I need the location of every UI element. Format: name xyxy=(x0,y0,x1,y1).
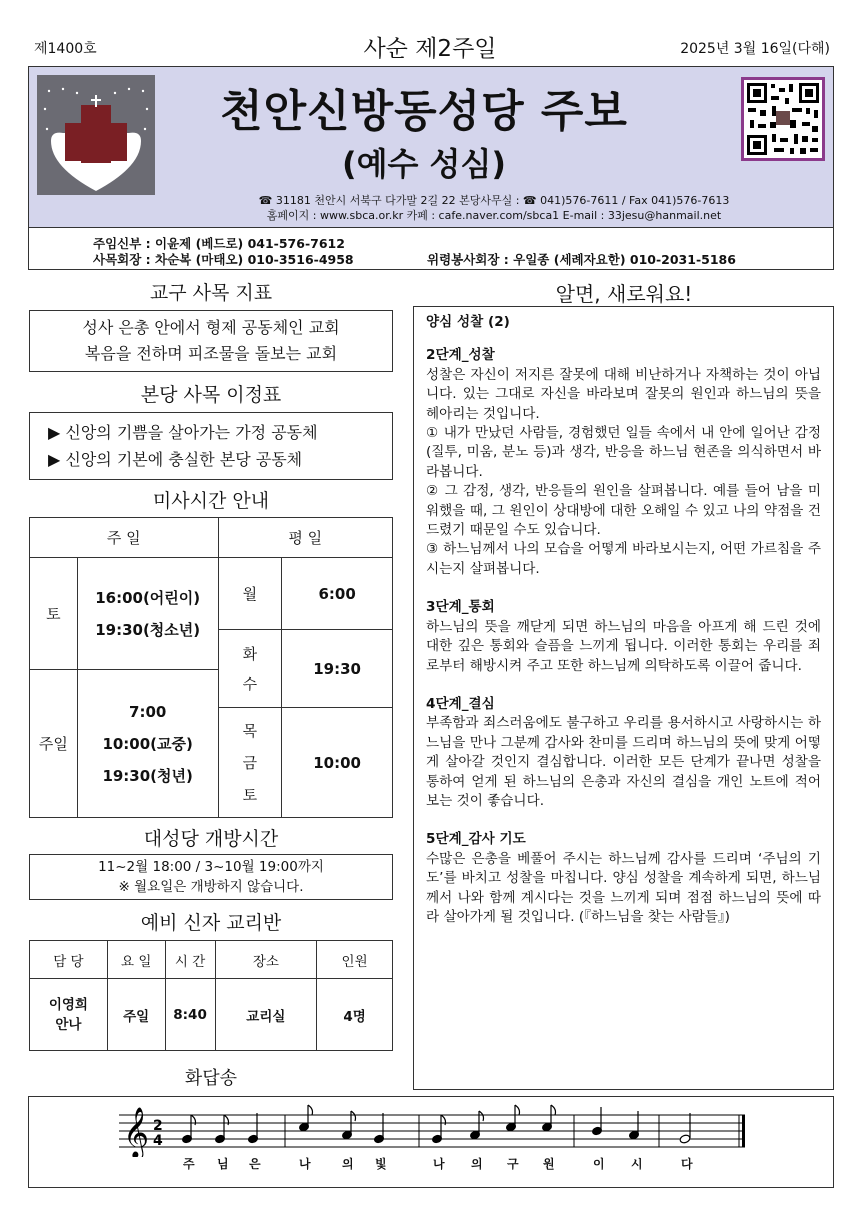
step-body: 수많은 은총을 베풀어 주시는 하느님께 감사를 드리며 ‘주님의 기도’를 바치고 성찰을 마칩니다. 양심 성찰을 계속하게 되면, 하느님께서 나와 함께 계시다는 것을 느끼게 되며 점점 하느님의 뜻에 따라 살아가게 될 것입니다. (『하느님을 찾는 사람들』) xyxy=(426,850,821,925)
council-contact: 사목회장 : 차순복 (마태오) 010-3516-4958 xyxy=(93,252,354,267)
address-block xyxy=(169,193,819,223)
catechist-baptismal-name: 안나 xyxy=(55,1016,82,1033)
day-label: 화 xyxy=(242,644,258,663)
step-body: 부족함과 죄스러움에도 불구하고 우리를 용서하시고 사랑하시는 하느님을 만나 그분께 감사와 찬미를 드리며 하느님의 뜻에 맞게 어떻게 살아갈 것인지 결심합니다. 이러한 모든 단계가 끝나면 성찰을 통하여 얻게 된 하느님의 은총과 자신의 결심을 개인 노트에 적어 보는 것이 좋습니다. xyxy=(426,715,821,809)
open-hours-title: 대성당 개방시간 xyxy=(143,828,279,850)
pastoral-line: ▶ 신앙의 기본에 충실한 본당 공동체 xyxy=(48,450,303,469)
catechist-cell xyxy=(30,979,108,1051)
saturday-label: 토 xyxy=(30,558,78,670)
lyric-syllable: 원 xyxy=(543,1157,555,1171)
goal-line: 성사 은총 안에서 형제 공동체인 교회 xyxy=(82,318,340,337)
lyric-syllable: 빛 xyxy=(375,1157,387,1171)
open-hours-box xyxy=(29,854,393,900)
mass-time: 19:30(청년) xyxy=(102,766,193,785)
goal-section-title: 교구 사목 지표 xyxy=(149,282,273,304)
lyric-syllable: 의 xyxy=(342,1157,354,1171)
issue-number: 제1400호 xyxy=(34,41,97,57)
monday-time: 6:00 xyxy=(282,558,393,630)
sunday-header: 주 일 xyxy=(30,518,219,558)
tue-wed-time: 19:30 xyxy=(282,630,393,708)
step-title: 3단계_통회 xyxy=(426,599,495,616)
lyric-syllable: 시 xyxy=(631,1157,643,1171)
lyric-syllable: 님 xyxy=(217,1157,229,1171)
music-score xyxy=(28,1096,834,1188)
saturday-times xyxy=(77,558,218,670)
step-body: ① 내가 만났던 사람들, 경험했던 일들 속에서 내 안에 일어난 감정(질투, 미움, 분노 등)과 생각, 반응을 하느님 현존을 의식하면서 바라봅니다. xyxy=(426,425,821,480)
col-header: 요 일 xyxy=(107,941,165,979)
right-section-title: 알면, 새로워요! xyxy=(555,282,693,306)
monday-label: 월 xyxy=(218,558,282,630)
thu-sat-label xyxy=(218,708,282,818)
mass-time: 19:30(청소년) xyxy=(95,620,201,639)
col-header: 담 당 xyxy=(30,941,108,979)
weekday-header: 평 일 xyxy=(218,518,393,558)
thu-sat-time: 10:00 xyxy=(282,708,393,818)
header-banner xyxy=(28,66,834,228)
time-signature-top: 2 xyxy=(153,1118,163,1134)
time-signature-bottom: 4 xyxy=(153,1133,163,1149)
class-day: 주일 xyxy=(107,979,165,1051)
step-body: 성찰은 자신이 저지른 잘못에 대해 비난하거나 자책하는 것이 아닙니다. 있는 그대로 자신을 바라보며 잘못의 원인과 하느님의 뜻을 헤아리는 것입니다. xyxy=(426,366,821,422)
bulletin-date: 2025년 3월 16일(다해) xyxy=(680,41,830,57)
lyric-syllable: 나 xyxy=(433,1157,445,1171)
liturgical-season: 사순 제2주일 xyxy=(363,36,497,62)
lyric-syllable: 구 xyxy=(507,1157,519,1171)
step-title: 5단계_감사 기도 xyxy=(426,831,526,848)
bulletin-title: 천안신방동성당 주보 xyxy=(220,86,628,137)
qr-code xyxy=(741,77,825,161)
catechism-title: 예비 신자 교리반 xyxy=(140,912,282,934)
committee-contact: 위령봉사회장 : 우일종 (세례자요한) 010-2031-5186 xyxy=(427,252,736,267)
goal-box xyxy=(29,310,393,372)
pastoral-box xyxy=(29,412,393,480)
class-place: 교리실 xyxy=(215,979,317,1051)
step-body: ③ 하느님께서 나의 모습을 어떻게 바라보시는지, 어떤 가르침을 주시는지 살펴봅니다. xyxy=(426,541,821,577)
lyric-syllable: 의 xyxy=(471,1157,483,1171)
step-body: ② 그 감정, 생각, 반응들의 원인을 살펴봅니다. 예를 들어 남을 미워했을 때, 그 원인이 상대방에 대한 오해일 수 있고 나의 약점을 건드렸기 때문일 수도 있습니다. xyxy=(426,483,821,539)
lyric-syllable: 나 xyxy=(299,1157,311,1171)
pastoral-section-title: 본당 사목 이정표 xyxy=(140,384,282,406)
step-title: 2단계_성찰 xyxy=(426,347,495,364)
col-header: 장소 xyxy=(215,941,317,979)
col-header: 시 간 xyxy=(165,941,215,979)
lyric-syllable: 이 xyxy=(593,1157,605,1171)
treble-clef-icon: 𝄞 xyxy=(123,1107,150,1157)
sunday-label: 주일 xyxy=(30,670,78,818)
lyric-syllable: 주 xyxy=(183,1157,195,1171)
day-label: 수 xyxy=(242,674,258,693)
mass-schedule-table xyxy=(29,517,393,818)
article-box xyxy=(413,306,834,1090)
step-body: 하느님의 뜻을 깨닫게 되면 하느님의 마음을 아프게 해 드린 것에 대한 깊은 통회와 슬픔을 느끼게 됩니다. 이러한 통회는 우리를 죄로부터 해방시켜 주고 또한 하느님께 의탁하도록 이끌어 줍니다. xyxy=(426,618,821,674)
psalm-title: 화답송 xyxy=(184,1068,238,1089)
day-label: 금 xyxy=(242,753,258,772)
day-label: 토 xyxy=(242,785,258,804)
mass-time: 7:00 xyxy=(129,702,167,721)
col-header: 인원 xyxy=(317,941,393,979)
catechist-name: 이영희 xyxy=(48,996,88,1013)
article-heading: 양심 성찰 (2) xyxy=(426,314,510,330)
church-logo xyxy=(37,75,155,195)
goal-line: 복음을 전하며 피조물을 돌보는 교회 xyxy=(84,344,338,363)
tue-wed-label xyxy=(218,630,282,708)
class-count: 4명 xyxy=(317,979,393,1051)
mass-section-title: 미사시간 안내 xyxy=(152,490,270,512)
day-label: 목 xyxy=(242,721,258,740)
address-line: ☎ 31181 천안시 서북구 다가말 2길 22 본당사무실 : ☎ 041)576-7611 / Fax 041)576-7613 xyxy=(258,194,730,207)
staff-svg xyxy=(29,1097,835,1157)
contacts-bar xyxy=(28,228,834,270)
step-title: 4단계_결심 xyxy=(426,695,495,712)
catechism-table xyxy=(29,940,393,1051)
lyric-syllable: 다 xyxy=(681,1157,693,1171)
lyrics-line xyxy=(29,1155,835,1175)
lyric-syllable: 은 xyxy=(249,1157,261,1171)
open-hours-note: ※ 월요일은 개방하지 않습니다. xyxy=(118,879,304,895)
open-hours-line: 11~2월 18:00 / 3~10월 19:00까지 xyxy=(98,859,324,875)
mass-time: 10:00(교중) xyxy=(102,734,193,753)
web-contact-line: 홈페이지 : www.sbca.or.kr 카페 : cafe.naver.com/sbca1 E-mail : 33jesu@hanmail.net xyxy=(266,209,722,222)
pastor-contact: 주임신부 : 이윤제 (베드로) 041-576-7612 xyxy=(93,236,345,251)
bulletin-subtitle: (예수 성심) xyxy=(341,145,507,183)
mass-time: 16:00(어린이) xyxy=(95,588,201,607)
class-time: 8:40 xyxy=(165,979,215,1051)
sunday-times xyxy=(77,670,218,818)
pastoral-line: ▶ 신앙의 기쁨을 살아가는 가정 공동체 xyxy=(48,423,318,442)
